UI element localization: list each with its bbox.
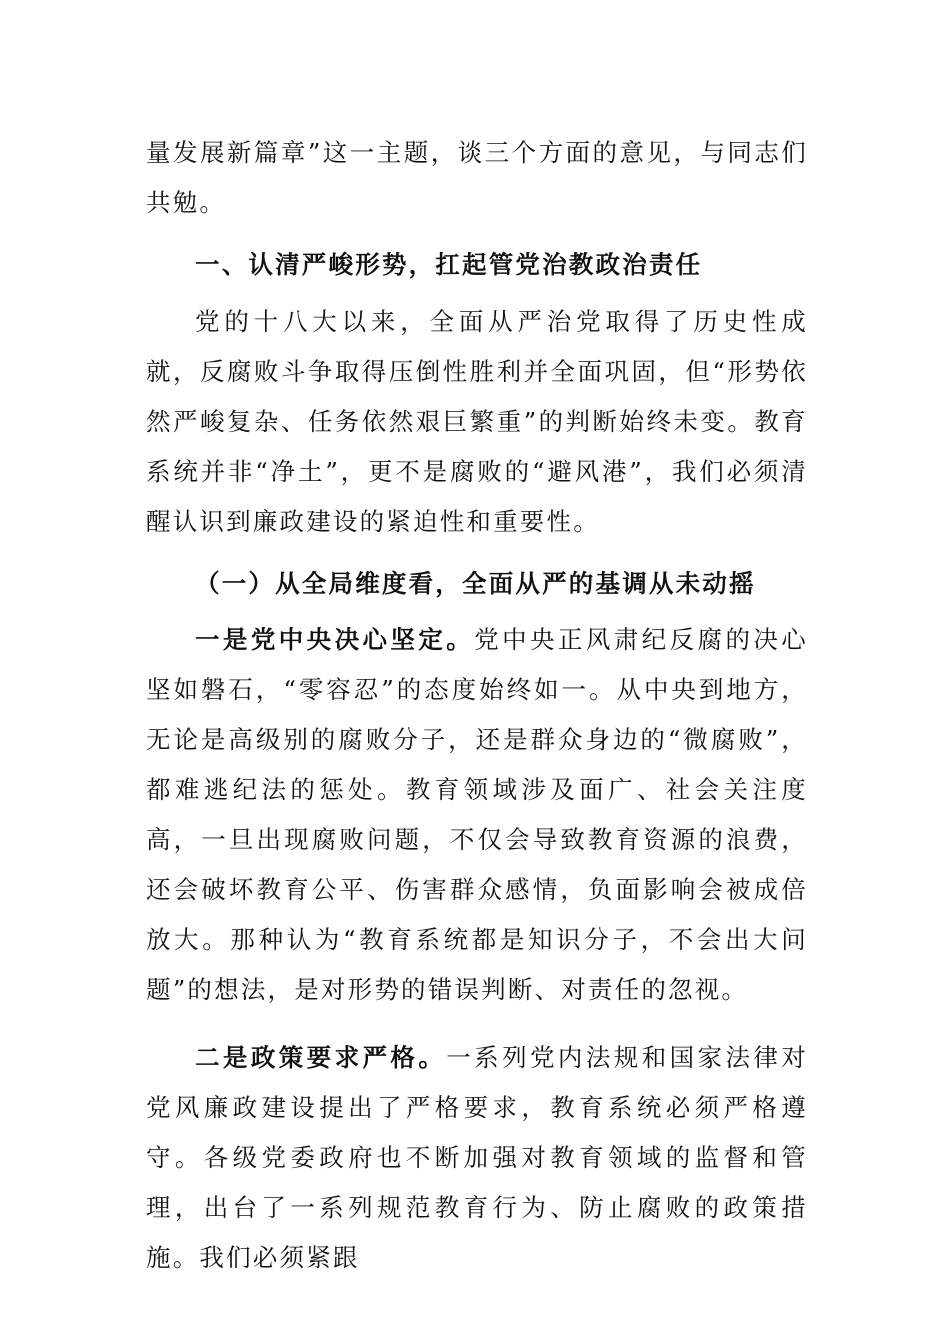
document-body: [146, 128, 808, 1283]
point-1-body: 党中央正风肃纪反腐的决心坚如磐石，“零容忍”的态度始终如一。从中央到地方，无论是高级别的腐败分子，还是群众身边的“微腐败”，都难逃纪法的惩处。教育领域涉及面广、社会关注度高，一旦出现腐败问题，不仅会导致教育资源的浪费，还会破坏教育公平、伤害群众感情，负面影响会被成倍放大。那种认为“教育系统都是知识分子，不会出大问题”的想法，是对形势的错误判断、对责任的忽视。: [146, 625, 808, 1004]
section-heading-1: 一、认清严峻形势，扛起管党治教政治责任: [195, 250, 703, 279]
subsection-heading-1: （一）从全局维度看，全面从严的基调从未动摇: [195, 569, 756, 598]
intro-paragraph-end: 量发展新篇章”这一主题，谈三个方面的意见，与同志们共勉。: [146, 138, 808, 217]
point-2-body: 一系列党内法规和国家法律对党风廉政建设提出了严格要求，教育系统必须严格遵守。各级党委政府也不断加强对教育领域的监督和管理，出台了一系列规范教育行为、防止腐败的政策措施。我们必须紧跟: [146, 1043, 808, 1272]
point-1-lead: 一是党中央决心坚定。: [195, 625, 475, 654]
situation-paragraph: 党的十八大以来，全面从严治党取得了历史性成就，反腐败斗争取得压倒性胜利并全面巩固，但“形势依然严峻复杂、任务依然艰巨繁重”的判断始终未变。教育系统并非“净土”，更不是腐败的“避风港”，我们必须清醒认识到廉政建设的紧迫性和重要性。: [146, 307, 808, 536]
point-2-paragraph: [146, 1033, 808, 1283]
point-1-paragraph: [146, 615, 808, 1015]
point-2-lead: 二是政策要求严格。: [195, 1043, 447, 1072]
